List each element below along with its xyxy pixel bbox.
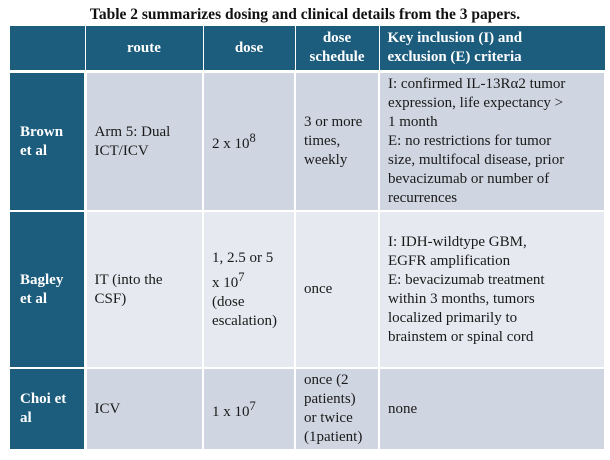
header-row [9,26,605,72]
route-cell: Arm 5: Dual ICT/ICV [85,72,203,212]
dose-exponent: 8 [249,131,256,145]
header-study [9,26,85,72]
dose-base: 1 x 10 [212,403,250,420]
table-row [9,211,605,368]
table-row [9,72,605,212]
header-route: route [85,26,203,72]
study-name: Bagley et al [9,211,85,368]
schedule-cell: once [295,211,379,368]
header-dose-schedule: dose schedule [295,26,379,72]
criteria-cell: I: IDH-wildtype GBM, EGFR amplification E: bevacizumab treatment within 3 months, tumors localized primarily to brainstem or spinal cord [379,211,605,368]
criteria-cell: none [379,368,605,450]
table-caption: Table 2 summarizes dosing and clinical details from the 3 papers. [89,6,521,23]
dose-suffix: (dose escalation) [212,293,277,329]
route-cell: IT (into the CSF) [85,211,203,368]
header-criteria: Key inclusion (I) and exclusion (E) criteria [379,26,605,72]
dosing-table [8,25,606,451]
dose-exponent: 7 [238,269,245,284]
study-name: Brown et al [9,72,85,212]
dose-base: 1, 2.5 or 5 x 10 [212,249,274,291]
table-row [9,368,605,450]
header-dose: dose [203,26,295,72]
dose-base: 2 x 10 [212,136,250,152]
dose-cell [203,72,295,212]
dose-exponent: 7 [249,398,256,413]
dose-cell [203,368,295,450]
schedule-cell: once (2 patients) or twice (1patient) [295,368,379,450]
study-name: Choi et al [9,368,85,450]
schedule-cell: 3 or more times, weekly [295,72,379,212]
dose-cell [203,211,295,368]
criteria-cell: I: confirmed IL-13Rα2 tumor expression, life expectancy > 1 month E: no restrictions for tumor size, multifocal disease, prior bevacizumab or number of recurrences [379,72,605,212]
route-cell: ICV [85,368,203,450]
